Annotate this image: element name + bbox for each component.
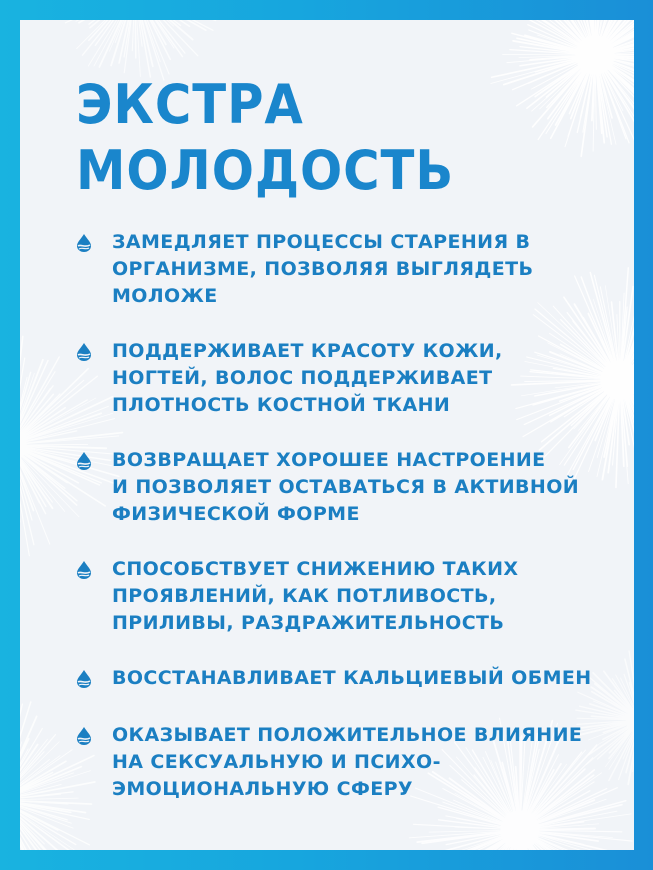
benefit-line: И ПОЗВОЛЯЕТ ОСТАВАТЬСЯ В АКТИВНОЙ bbox=[112, 476, 580, 498]
water-drop-icon bbox=[74, 560, 94, 580]
water-drop-icon bbox=[74, 669, 94, 689]
water-drop-icon bbox=[74, 451, 94, 471]
benefit-line: НА СЕКСУАЛЬНУЮ И ПСИХО- bbox=[112, 751, 441, 773]
benefit-item bbox=[74, 229, 614, 310]
water-drop-icon bbox=[74, 233, 94, 253]
benefit-line: ЗАМЕДЛЯЕТ ПРОЦЕССЫ СТАРЕНИЯ В bbox=[112, 231, 531, 253]
benefit-item bbox=[74, 665, 614, 692]
benefit-line: ЭМОЦИОНАЛЬНУЮ СФЕРУ bbox=[112, 778, 413, 800]
benefit-list bbox=[74, 229, 614, 831]
water-drop-icon bbox=[74, 726, 94, 746]
benefit-line: ВОССТАНАВЛИВАЕТ КАЛЬЦИЕВЫЙ ОБМЕН bbox=[112, 667, 592, 689]
benefit-item bbox=[74, 556, 614, 637]
page-title bbox=[76, 72, 454, 204]
benefit-item bbox=[74, 722, 614, 803]
benefit-line: ВОЗВРАЩАЕТ ХОРОШЕЕ НАСТРОЕНИЕ bbox=[112, 449, 546, 471]
title-line-1: ЭКСТРА bbox=[76, 73, 304, 136]
benefit-line: СПОСОБСТВУЕТ СНИЖЕНИЮ ТАКИХ bbox=[112, 558, 519, 580]
benefit-line: ПОДДЕРЖИВАЕТ КРАСОТУ КОЖИ, bbox=[112, 340, 503, 362]
benefit-line: МОЛОЖЕ bbox=[112, 285, 218, 307]
benefit-line: ОРГАНИЗМЕ, ПОЗВОЛЯЯ ВЫГЛЯДЕТЬ bbox=[112, 258, 534, 280]
benefit-line: ФИЗИЧЕСКОЙ ФОРМЕ bbox=[112, 503, 360, 525]
content-panel bbox=[20, 20, 634, 850]
title-line-2: МОЛОДОСТЬ bbox=[76, 139, 455, 202]
starburst bbox=[52, 20, 228, 80]
benefit-item bbox=[74, 338, 614, 419]
starburst bbox=[491, 20, 634, 156]
benefit-line: ОКАЗЫВАЕТ ПОЛОЖИТЕЛЬНОЕ ВЛИЯНИЕ bbox=[112, 724, 583, 746]
benefit-line: НОГТЕЙ, ВОЛОС ПОДДЕРЖИВАЕТ bbox=[112, 367, 493, 389]
benefit-item bbox=[74, 447, 614, 528]
benefit-line: ПЛОТНОСТЬ КОСТНОЙ ТКАНИ bbox=[112, 394, 451, 416]
water-drop-icon bbox=[74, 342, 94, 362]
benefit-line: ПРОЯВЛЕНИЙ, КАК ПОТЛИВОСТЬ, bbox=[112, 585, 497, 607]
benefit-line: ПРИЛИВЫ, РАЗДРАЖИТЕЛЬНОСТЬ bbox=[112, 612, 505, 634]
